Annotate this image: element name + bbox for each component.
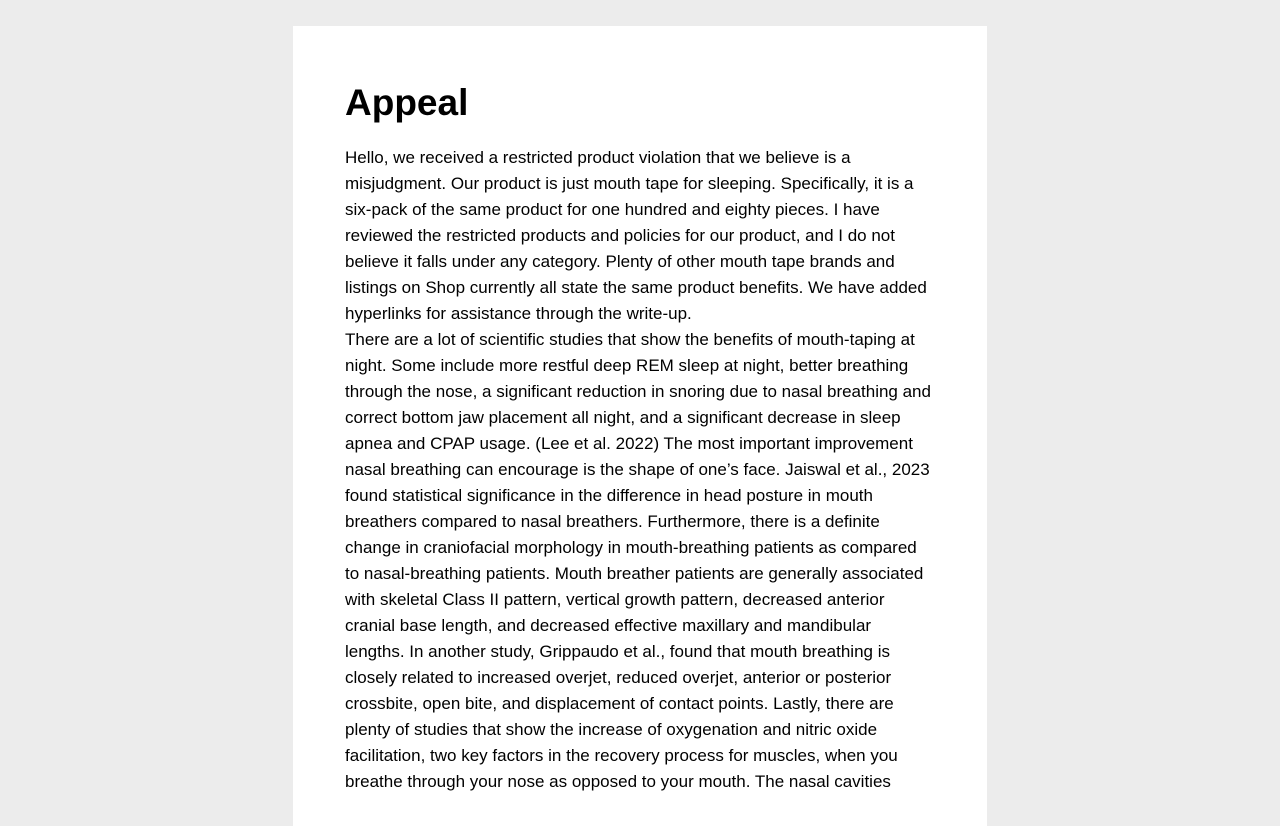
document-title: Appeal [345,82,469,123]
paragraph-studies: There are a lot of scientific studies that show the benefits of mouth-taping at night. Some include more restful deep REM sleep at night, better breathing through the nose, a significant reduction in snoring due to nasal breathing and correct bottom jaw placement all night, and a significant decrease in sleep apnea and CPAP usage. (Lee et al. 2022) The most important improvement nasal breathing can encourage is the shape of one’s face. Jaiswal et al., 2023 found statistical significance in the difference in head posture in mouth breathers compared to nasal breathers. Furthermore, there is a definite change in craniofacial morphology in mouth-breathing patients as compared to nasal-breathing patients. Mouth breather patients are generally associated with skeletal Class II pattern, vertical growth pattern, decreased anterior cranial base length, and decreased effective maxillary and mandibular lengths. In another study, Grippaudo et al., found that mouth breathing is closely related to increased overjet, reduced overjet, anterior or posterior crossbite, open bite, and displacement of contact points. Lastly, there are plenty of studies that show the increase of oxygenation and nitric oxide facilitation, two key factors in the recovery process for muscles, when you breathe through your nose as opposed to your mouth. The nasal cavities [345,330,931,791]
document-page [293,26,987,826]
paragraph-intro: Hello, we received a restricted product violation that we believe is a misjudgment. Our product is just mouth tape for sleeping. Specifically, it is a six-pack of the same product for one hundred and eighty pieces. I have reviewed the restricted products and policies for our product, and I do not believe it falls under any category. Plenty of other mouth tape brands and listings on Shop currently all state the same product benefits. We have added hyperlinks for assistance through the write-up. [345,148,927,323]
